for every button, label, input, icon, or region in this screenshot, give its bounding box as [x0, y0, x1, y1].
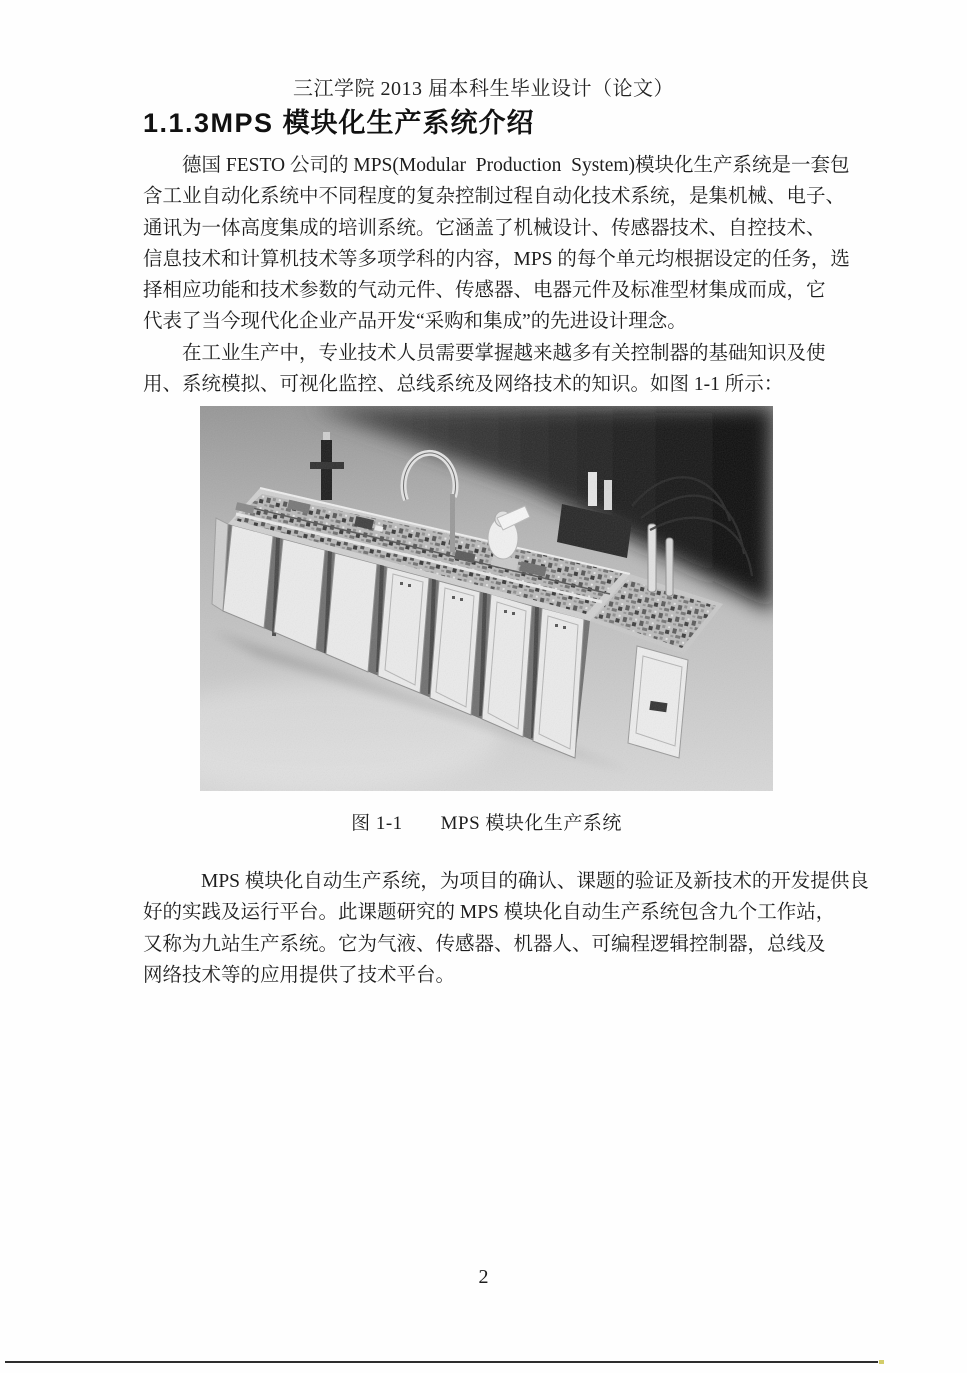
- p1-line-4: 信息技术和计算机技术等多项学科的内容，MPS 的每个单元均根据设定的任务，选: [143, 248, 850, 270]
- p1-line-2: 含工业自动化系统中不同程度的复杂控制过程自动化技术系统，是集机械、电子、: [143, 186, 846, 208]
- p3-line-3: 又称为九站生产系统。它为气液、传感器、机器人、可编程逻辑控制器，总线及: [143, 933, 826, 955]
- p1-line-5: 择相应功能和技术参数的气动元件、传感器、电器元件及标准型材集成而成，它: [143, 280, 826, 302]
- p1-line-1: 德国 FESTO 公司的 MPS(Modular Production System)模块化生产系统是一套包: [182, 155, 850, 176]
- figure-1-1: [200, 406, 773, 835]
- p1-line-6: 代表了当今现代化企业产品开发“采购和集成”的先进设计理念。: [143, 311, 687, 333]
- paragraph-2: [143, 338, 863, 401]
- section-number: 1.1.3MPS: [143, 108, 274, 138]
- paragraph-3: [143, 866, 869, 991]
- section-title: 模块化生产系统介绍: [282, 108, 535, 138]
- p3-line-2: 好的实践及运行平台。此课题研究的 MPS 模块化自动生产系统包含九个工作站，: [143, 902, 836, 924]
- footer-rule-dot: [879, 1360, 884, 1364]
- p2-line-2: 用、系统模拟、可视化监控、总线系统及网络技术的知识。如图 1-1 所示：: [143, 374, 784, 396]
- figure-caption-title: MPS 模块化生产系统: [440, 813, 622, 834]
- figure-caption: [200, 808, 773, 835]
- figure-caption-label: 图 1-1: [351, 813, 403, 834]
- p3-line-4: 网络技术等的应用提供了技术平台。: [143, 964, 456, 986]
- section-heading: [143, 104, 535, 142]
- figure-image: [200, 406, 773, 791]
- p2-line-1: 在工业生产中，专业技术人员需要掌握越来越多有关控制器的基础知识及使: [182, 343, 826, 364]
- page-number: 2: [478, 1266, 489, 1288]
- footer-rule: [5, 1361, 878, 1363]
- running-header: 三江学院 2013 届本科生毕业设计（论文）: [293, 78, 674, 100]
- p3-line-1: MPS 模块化自动生产系统，为项目的确认、课题的验证及新技术的开发提供良: [201, 871, 869, 892]
- p1-line-3: 通讯为一体高度集成的培训系统。它涵盖了机械设计、传感器技术、自控技术、: [143, 217, 826, 239]
- paragraph-1: [143, 150, 863, 338]
